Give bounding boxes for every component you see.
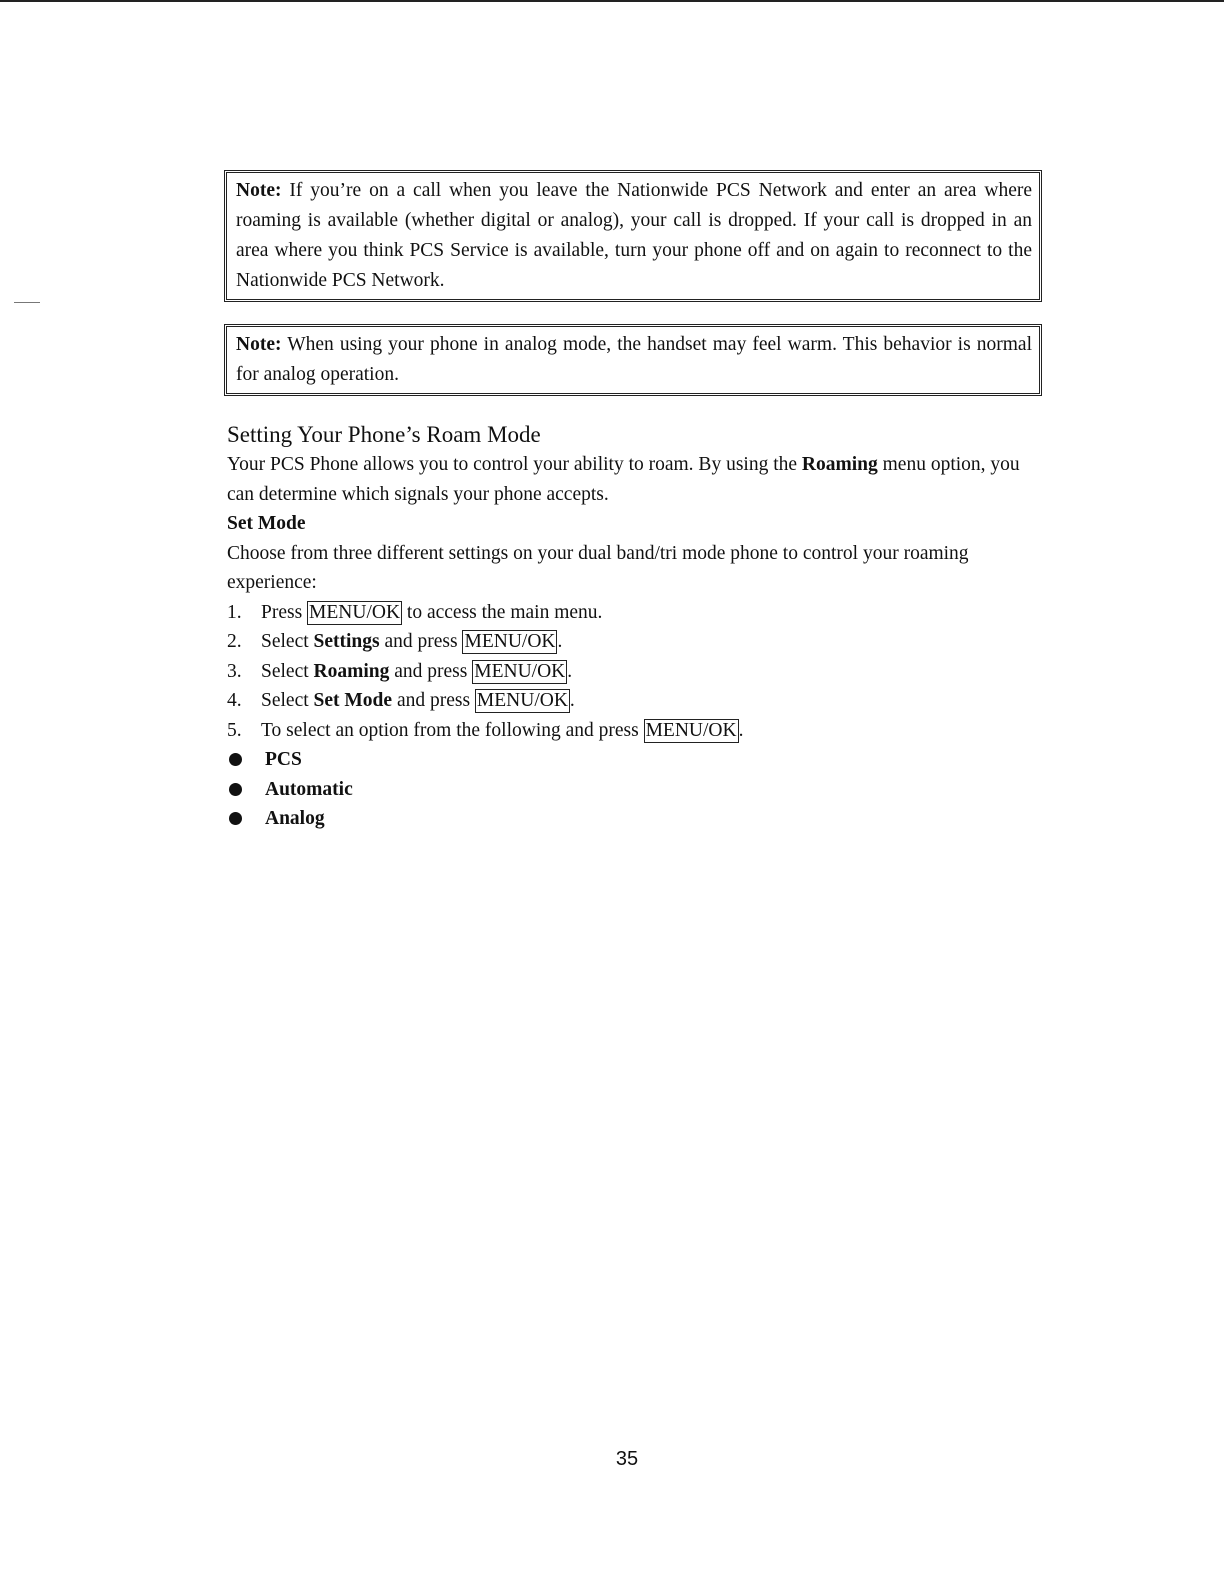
page-number: 35: [615, 1448, 639, 1470]
option-pcs: [227, 745, 1037, 775]
bullet-icon: [229, 783, 242, 796]
step-text: Press MENU/OK to access the main menu.: [261, 601, 603, 623]
option-analog: [227, 804, 1037, 834]
step-text: Select Roaming and press MENU/OK .: [261, 660, 573, 682]
analog-warm-note: [226, 326, 1040, 394]
step-text: To select an option from the following and press MENU/OK .: [261, 719, 744, 741]
menu-ok-key: MENU/OK: [645, 719, 737, 741]
step-text: Select Set Mode and press MENU/OK .: [261, 690, 575, 711]
step-number: 2.: [227, 631, 242, 652]
note-text: When using your phone in analog mode, the handset may feel warm. This behavior is normal for analog operation.: [236, 334, 1032, 385]
step-item: [227, 598, 1037, 628]
steps-list: [227, 598, 1037, 746]
menu-ok-key: MENU/OK: [476, 690, 568, 711]
note-label: Note:: [236, 180, 282, 201]
step-number: 4.: [227, 690, 242, 711]
step-item: [227, 627, 1037, 657]
step-item: [227, 657, 1037, 687]
bullet-icon: [229, 753, 242, 766]
menu-ok-key: MENU/OK: [464, 631, 556, 652]
step-item: [227, 716, 1037, 746]
margin-mark: [14, 302, 40, 303]
menu-ok-key: MENU/OK: [474, 660, 566, 682]
intro-text: Your PCS Phone allows you to control your ability to roam. By using the: [227, 454, 802, 475]
step-number: 5.: [227, 719, 242, 741]
step-text: Select Settings and press MENU/OK .: [261, 631, 563, 652]
step-number: 1.: [227, 601, 242, 623]
option-automatic: [227, 775, 1037, 805]
section-heading: Setting Your Phone’s Roam Mode: [227, 422, 541, 447]
note-label: Note:: [236, 334, 282, 355]
roaming-dropped-call-note: [226, 172, 1040, 300]
note-text: If you’re on a call when you leave the Nationwide PCS Network and enter an area where roaming is available (whether digital or analog), your call is dropped. If your call is dropped in an area where you think PCS Service is available, turn your phone off and on again to reconnect to the Nationwide PCS Network.: [236, 180, 1032, 291]
set-mode-subheading: Set Mode: [227, 513, 306, 534]
option-label: Automatic: [265, 778, 353, 800]
option-label: PCS: [265, 749, 302, 770]
intro-paragraph: [227, 450, 1037, 509]
bullet-icon: [229, 812, 242, 825]
roam-options-list: [227, 745, 1037, 834]
step-item: [227, 686, 1037, 716]
top-rule: [0, 0, 1224, 2]
menu-ok-key: MENU/OK: [309, 601, 401, 623]
step-number: 3.: [227, 660, 242, 682]
intro-text-end: menu option, you can determine which signals your phone accepts.: [227, 454, 1020, 505]
roam-mode-section: [227, 420, 1037, 834]
option-label: Analog: [265, 808, 325, 829]
roaming-term: Roaming: [801, 454, 878, 475]
set-mode-intro: Choose from three different settings on your dual band/tri mode phone to control your roaming experience:: [227, 542, 969, 593]
